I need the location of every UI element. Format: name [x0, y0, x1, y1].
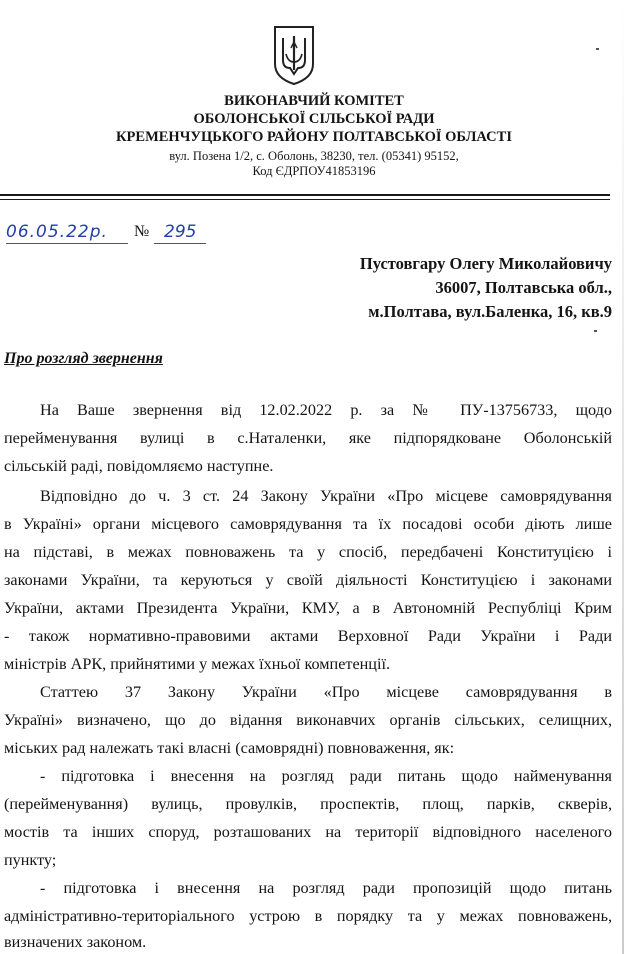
registration-number: 295 — [164, 222, 197, 242]
body-line: адміністративно-територіального устрою в порядку та у межах повноважень, — [4, 907, 612, 925]
body-line: законами України, та керуються у своїй діяльності Конституцією і законами — [4, 571, 612, 589]
body-line: сільській раді, повідомляємо наступне. — [4, 457, 274, 475]
org-name-line: ВИКОНАВЧИЙ КОМІТЕТ — [224, 93, 404, 109]
org-name-line: КРЕМЕНЧУЦЬКОГО РАЙОНУ ПОЛТАВСЬКОЇ ОБЛАСТІ — [116, 129, 512, 145]
org-address: вул. Позена 1/2, с. Оболонь, 38230, тел. (05341) 95152, — [169, 149, 459, 163]
scan-speck — [596, 48, 599, 50]
recipient-address-line: 36007, Полтавська обл., — [435, 278, 612, 297]
header-divider — [0, 194, 610, 196]
body-line: в Україні» органи місцевого самоврядування та їх посадові особи діють лише — [4, 515, 612, 533]
registration-date-underline — [6, 243, 128, 244]
registration-block — [6, 222, 226, 248]
body-line: пункту; — [4, 851, 57, 869]
body-line: Статтею 37 Закону України «Про місцеве самоврядування в — [40, 683, 612, 701]
header-divider-thin — [0, 199, 610, 200]
body-line: - також нормативно-правовими актами Верховної Ради України і Ради — [4, 627, 612, 645]
registration-number-underline — [154, 243, 206, 244]
body-line: перейменування вулиці в с.Наталенки, яке підпорядковане Оболонській — [4, 429, 612, 447]
registration-date: 06.05.22р. — [6, 222, 108, 242]
scan-speck — [594, 330, 597, 332]
org-edrpou: Код ЄДРПОУ41853196 — [252, 164, 376, 178]
body-line: міських рад належать такі власні (самоврядні) повноваження, як: — [4, 739, 455, 757]
body-line: На Ваше звернення від 12.02.2022 р. за № ПУ-13756733, щодо — [40, 401, 612, 419]
body-line: - підготовка і внесення на розгляд ради пропозицій щодо питань — [40, 879, 612, 897]
body-line: міністрів АРК, прийнятими у межах їхньої компетенції. — [4, 655, 391, 673]
body-line: України, актами Президента України, КМУ, а в Автономній Республіці Крим — [4, 599, 612, 617]
body-line: (перейменування) вулиць, провулків, проспектів, площ, парків, скверів, — [4, 795, 612, 813]
recipient-address-line: м.Полтава, вул.Баленка, 16, кв.9 — [368, 302, 612, 321]
org-name-line: ОБОЛОНСЬКОЇ СІЛЬСЬКОЇ РАДИ — [193, 111, 435, 127]
body-line: на підставі, в межах повноважень та у спосіб, передбачені Конституцією і — [4, 543, 612, 561]
body-line: - підготовка і внесення на розгляд ради питань щодо найменування — [40, 767, 612, 785]
body-line: Україні» визначено, що до відання виконавчих органів сільських, селищних, — [4, 711, 612, 729]
coat-of-arms-icon — [272, 24, 316, 86]
letter-subject: Про розгляд звернення — [4, 350, 163, 367]
body-line: Відповідно до ч. 3 ст. 24 Закону України «Про місцеве самоврядування — [40, 487, 612, 505]
body-line: мостів та інших споруд, розташованих на території відповідного населеного — [4, 823, 612, 841]
body-line: визначених законом. — [4, 933, 147, 951]
number-sign: № — [134, 223, 150, 240]
recipient-name: Пустовгару Олегу Миколайовичу — [359, 254, 612, 273]
